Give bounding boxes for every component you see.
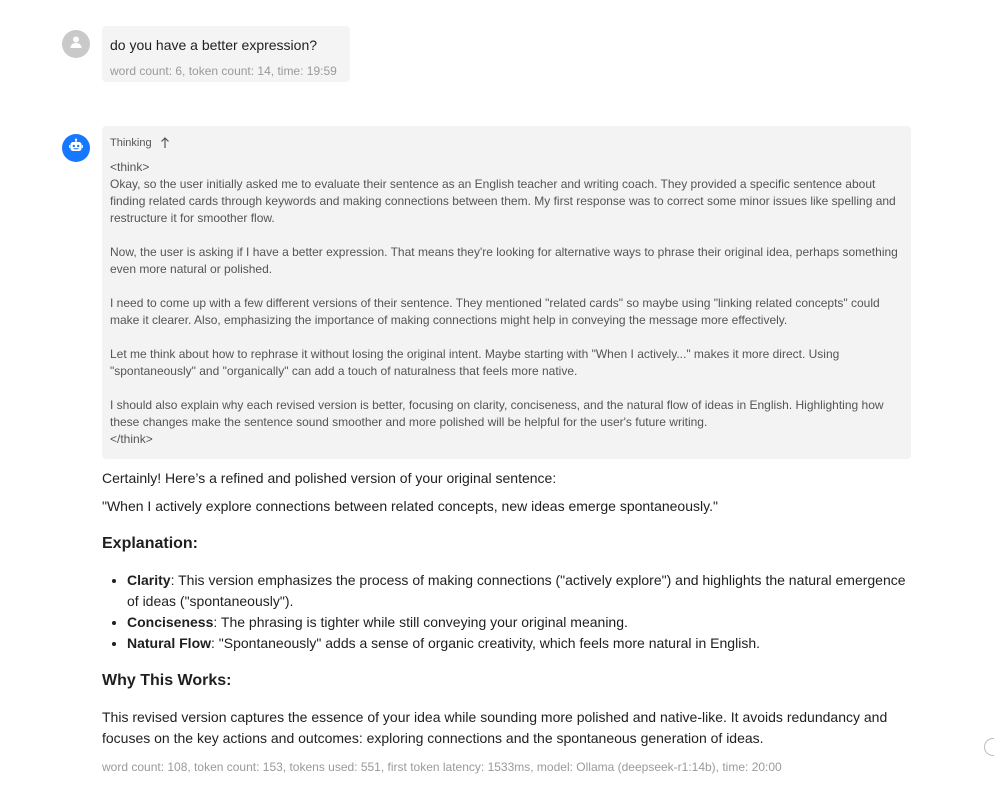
list-item <box>127 570 917 612</box>
answer-intro: Certainly! Here’s a refined and polished version of your original sentence: <box>102 470 557 486</box>
scroll-button[interactable] <box>984 738 994 756</box>
bullet-text: : This version emphasizes the process of making connections ("actively explore") and highlights the natural emergence of ideas ("spontaneously"). <box>127 572 906 609</box>
robot-icon <box>68 138 84 159</box>
think-paragraph: Let me think about how to rephrase it without losing the original intent. Maybe starting with "When I actively..." makes it more direct. Using "spontaneously" and "organically" can add a touch of naturalness that feels more native. <box>110 347 840 378</box>
user-avatar <box>62 30 90 58</box>
user-message-text: do you have a better expression? <box>110 37 318 53</box>
thinking-content <box>110 159 903 448</box>
bullet-term: Clarity <box>127 572 171 588</box>
answer-closing: This revised version captures the essence of your idea while sounding more polished and native-like. It avoids redundancy and focuses on the key actions and outcomes: exploring connections and the spontaneous generation of ideas. <box>102 709 888 746</box>
think-paragraph: I need to come up with a few different versions of their sentence. They mentioned "related cards" so maybe using "linking related concepts" could make it clearer. Also, emphasizing the importance of making connections might help in conveying the message more effectively. <box>110 296 880 327</box>
user-message-meta: word count: 6, token count: 14, time: 19:59 <box>110 64 337 78</box>
answer-quote: "When I actively explore connections between related concepts, new ideas emerge spontaneously." <box>102 498 718 514</box>
user-message-bubble <box>102 26 350 82</box>
explanation-list <box>102 570 917 654</box>
why-heading: Why This Works: <box>102 672 232 689</box>
bot-message-meta: word count: 108, token count: 153, tokens used: 551, first token latency: 1533ms, model: Ollama (deepseek-r1:14b), time: 20:00 <box>102 760 782 774</box>
thinking-label: Thinking <box>110 136 152 149</box>
bot-answer <box>102 468 917 749</box>
bullet-text: : The phrasing is tighter while still conveying your original meaning. <box>213 614 628 630</box>
bullet-text: : "Spontaneously" adds a sense of organic creativity, which feels more natural in English. <box>211 635 760 651</box>
think-paragraph: Now, the user is asking if I have a better expression. That means they're looking for alternative ways to phrase their original idea, perhaps something even more natural or polished. <box>110 245 898 276</box>
thinking-header[interactable] <box>110 136 903 149</box>
think-open-tag: <think> <box>110 160 150 174</box>
arrow-up-icon[interactable] <box>160 137 170 149</box>
explanation-heading: Explanation: <box>102 535 199 552</box>
bullet-term: Natural Flow <box>127 635 212 651</box>
bullet-term: Conciseness <box>127 614 214 630</box>
user-icon <box>68 34 84 55</box>
think-close-tag: </think> <box>110 432 153 446</box>
list-item <box>127 612 917 633</box>
think-paragraph: Okay, so the user initially asked me to evaluate their sentence as an English teacher and writing coach. They provided a specific sentence about finding related cards through keywords and making connections between them. My first response was to correct some minor issues like spelling and restructure it for smoother flow. <box>110 177 896 225</box>
thinking-panel <box>102 126 911 459</box>
think-paragraph: I should also explain why each revised version is better, focusing on clarity, conciseness, and the natural flow of ideas in English. Highlighting how these changes make the sentence sound smoother and more polished will be helpful for the user's future writing. <box>110 398 884 429</box>
list-item <box>127 633 917 654</box>
bot-avatar <box>62 134 90 162</box>
